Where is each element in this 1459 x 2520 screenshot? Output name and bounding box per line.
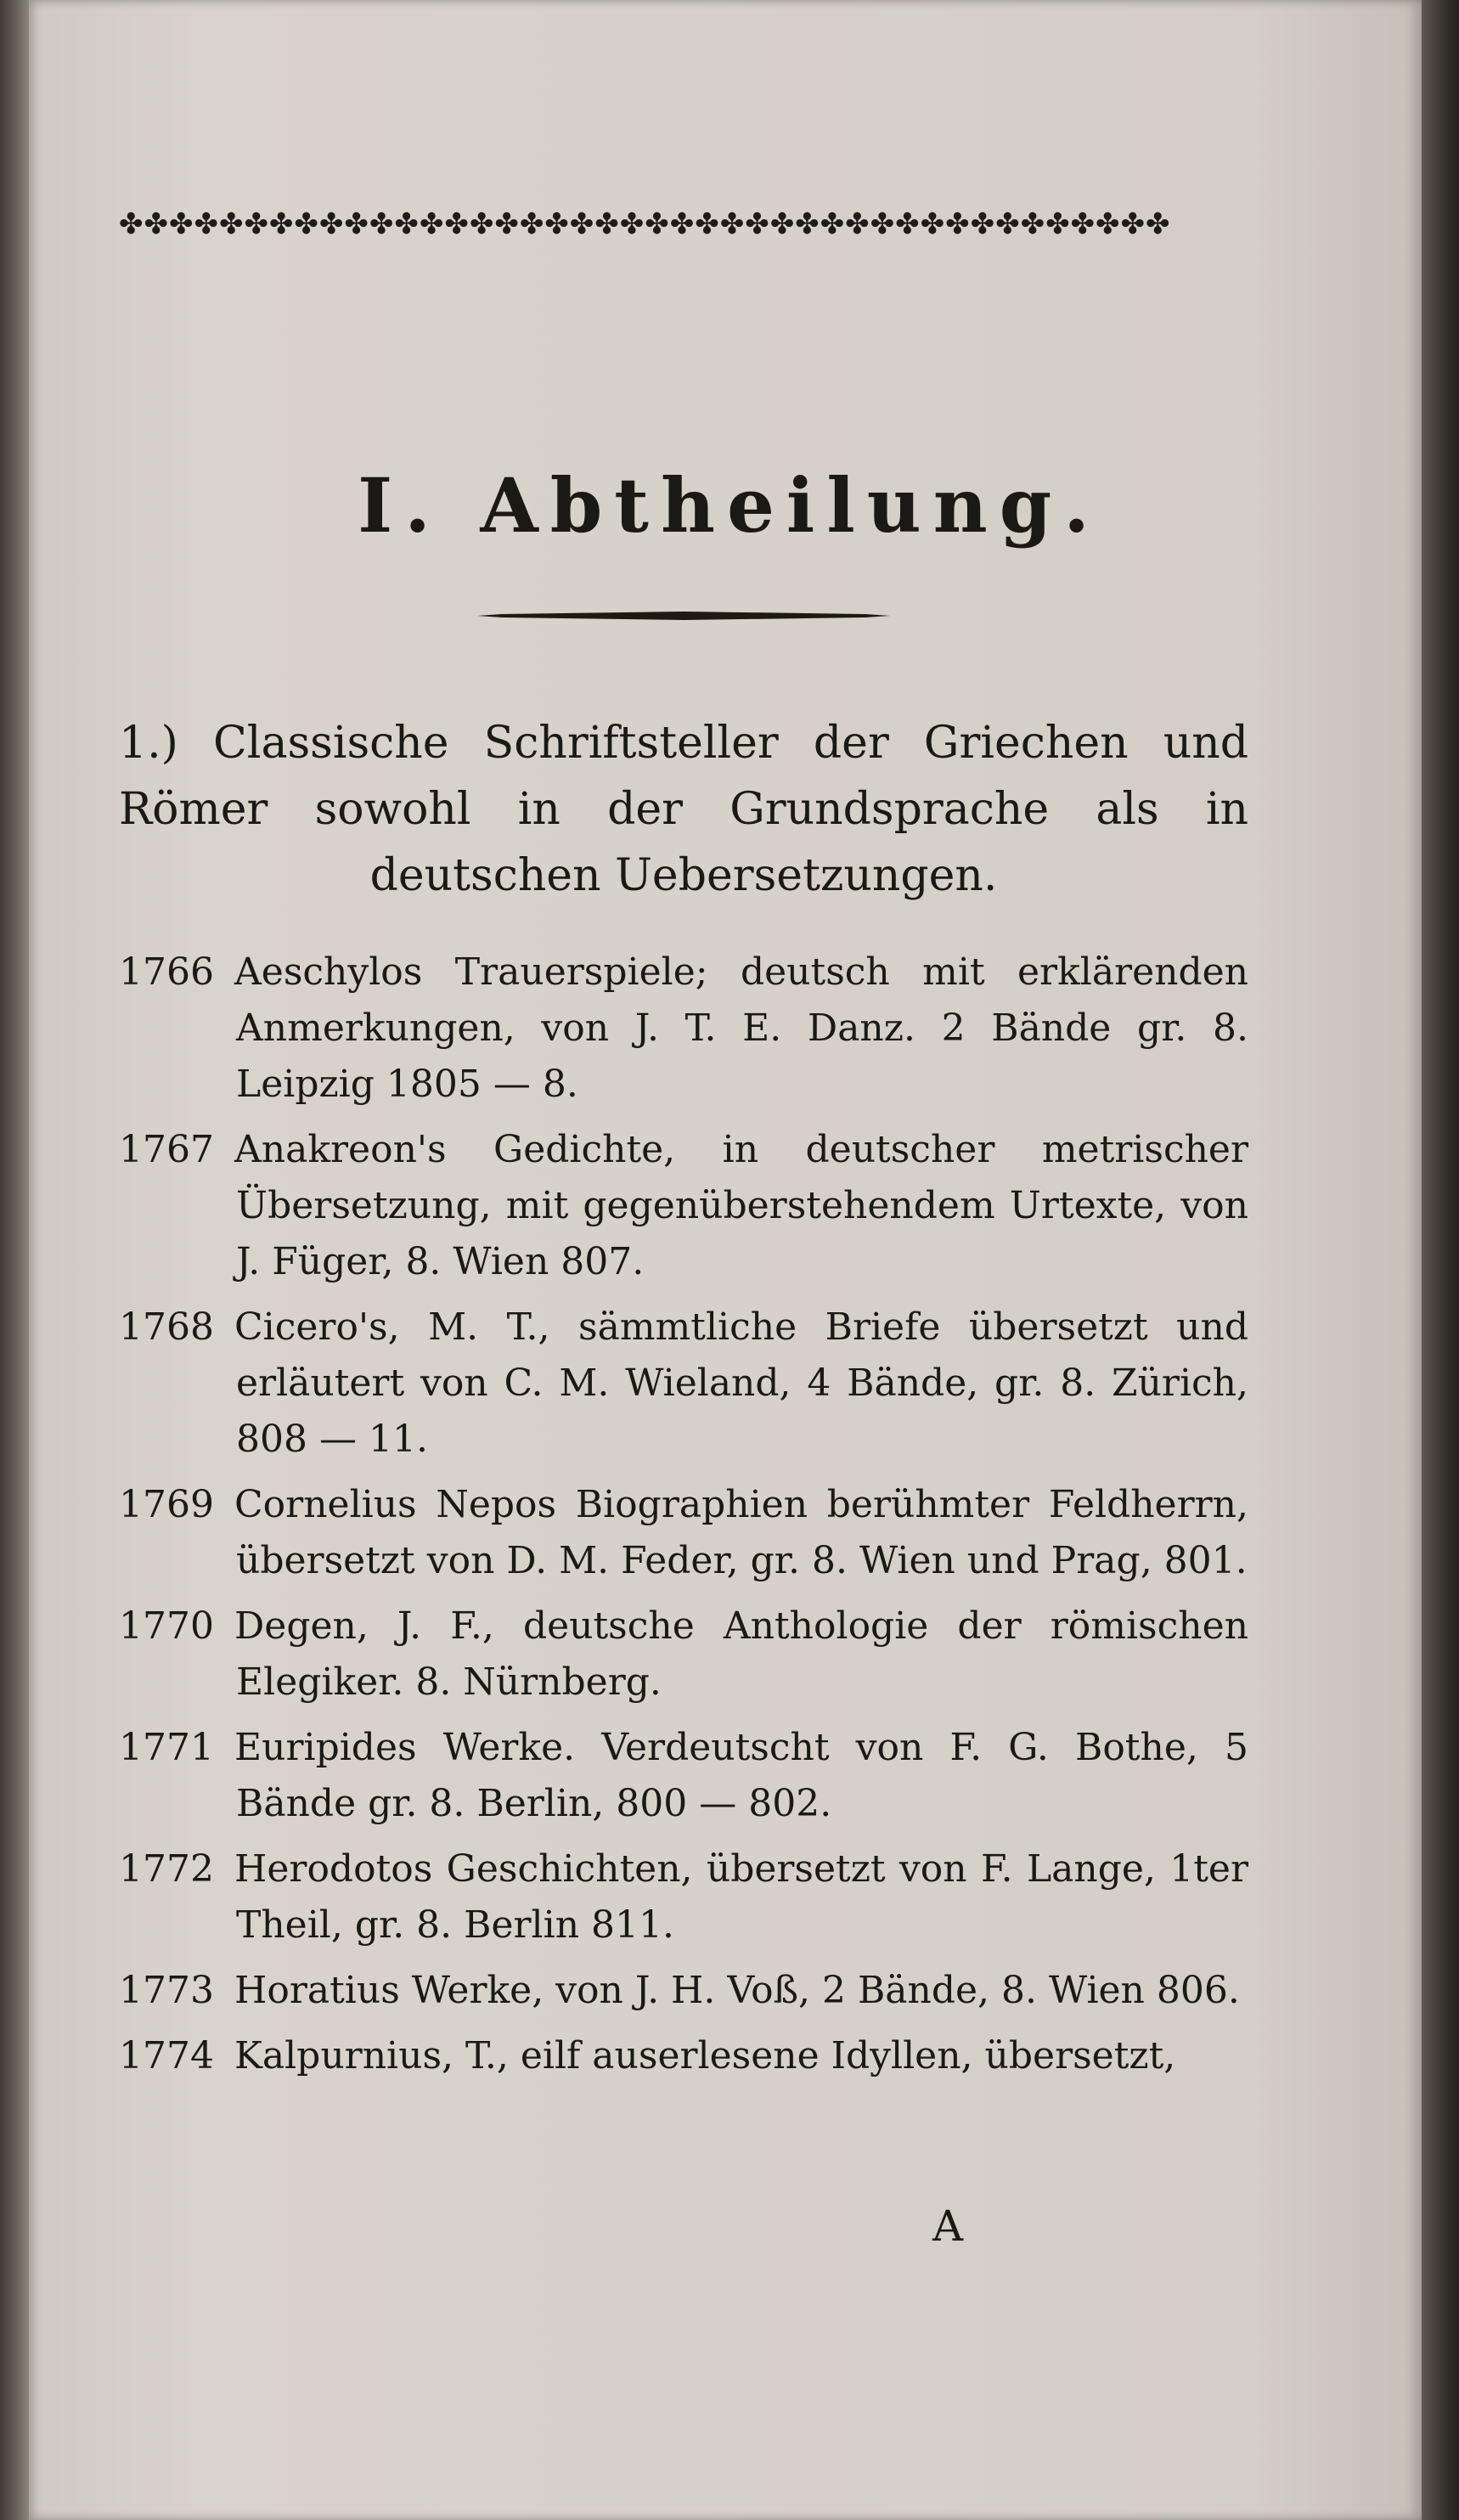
entry-number: 1772 bbox=[119, 1847, 214, 1891]
entry-1766 bbox=[119, 944, 1248, 1113]
entry-number: 1766 bbox=[119, 950, 214, 994]
entry-text: Cornelius Nepos Biographien berühmter Feldherrn, übersetzt von D. M. Feder, gr. 8. Wien und Prag, 801. bbox=[234, 1483, 1248, 1582]
entry-1767 bbox=[119, 1122, 1248, 1290]
ornament-border: ✤✤✤✤✤✤✤✤✤✤✤✤✤✤✤✤✤✤✤✤✤✤✤✤✤✤✤✤✤✤✤✤✤✤✤✤✤✤✤✤✤✤ bbox=[119, 207, 1171, 241]
page-title: I. Abtheilung. bbox=[358, 461, 1101, 550]
entry-number: 1768 bbox=[119, 1305, 214, 1349]
entry-number: 1770 bbox=[119, 1604, 214, 1648]
entry-1772 bbox=[119, 1841, 1248, 1953]
entry-text: Degen, J. F., deutsche Anthologie der römischen Elegiker. 8. Nürnberg. bbox=[234, 1604, 1248, 1704]
entry-text: Horatius Werke, von J. H. Voß, 2 Bände, 8. Wien 806. bbox=[234, 1969, 1240, 2012]
entry-text: Anakreon's Gedichte, in deutscher metrischer Übersetzung, mit gegenüberstehendem Urtexte, von J. Füger, 8. Wien 807. bbox=[234, 1128, 1248, 1283]
entry-text: Aeschylos Trauerspiele; deutsch mit erklärenden Anmerkungen, von J. T. E. Danz. 2 Bände gr. 8. Leipzig 1805 — 8. bbox=[234, 950, 1248, 1106]
entry-text: Kalpurnius, T., eilf auserlesene Idyllen, übersetzt, bbox=[234, 2034, 1176, 2077]
entry-text: Cicero's, M. T., sämmtliche Briefe übersetzt und erläutert von C. M. Wieland, 4 Bände, gr. 8. Zürich, 808 — 11. bbox=[234, 1305, 1248, 1461]
entry-1770 bbox=[119, 1598, 1248, 1711]
entry-number: 1771 bbox=[119, 1726, 214, 1769]
entry-number: 1767 bbox=[119, 1128, 214, 1171]
book-gutter-edge bbox=[0, 0, 29, 2520]
entry-text: Herodotos Geschichten, übersetzt von F. Lange, 1ter Theil, gr. 8. Berlin 811. bbox=[234, 1847, 1248, 1947]
entry-list bbox=[119, 944, 1248, 2094]
entry-text: Euripides Werke. Verdeutscht von F. G. Bothe, 5 Bände gr. 8. Berlin, 800 — 802. bbox=[234, 1726, 1248, 1825]
entry-number: 1769 bbox=[119, 1483, 214, 1526]
entry-1774 bbox=[119, 2028, 1248, 2084]
entry-number: 1774 bbox=[119, 2034, 214, 2077]
catchword: A bbox=[932, 2201, 964, 2251]
entry-1771 bbox=[119, 1720, 1248, 1832]
entry-number: 1773 bbox=[119, 1969, 214, 2012]
book-outer-edge bbox=[1422, 0, 1459, 2520]
entry-1769 bbox=[119, 1477, 1248, 1589]
section-heading: 1.) Classische Schriftsteller der Griechen und Römer sowohl in der Grundsprache als in deutschen Uebersetzungen. bbox=[119, 718, 1248, 901]
entry-1773 bbox=[119, 1963, 1248, 2019]
entry-1768 bbox=[119, 1299, 1248, 1468]
